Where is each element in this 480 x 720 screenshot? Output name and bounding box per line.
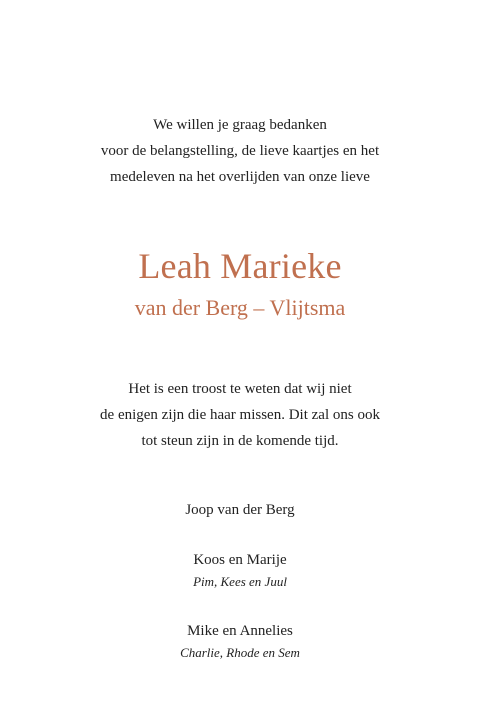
deceased-name: Leah Marieke (138, 246, 342, 286)
comfort-line: tot steun zijn in de komende tijd. (141, 433, 339, 449)
intro-line: voor de belangstelling, de lieve kaartjes en het (100, 143, 380, 159)
signature-group (0, 498, 480, 522)
signature-name: Koos en Marije (193, 552, 287, 568)
intro-line: medeleven na het overlijden van onze lieve (110, 169, 370, 185)
comfort-line: de enigen zijn die haar missen. Dit zal ons ook (100, 407, 380, 423)
intro-line: We willen je graag bedanken (153, 117, 327, 133)
signature-children: Pim, Kees en Juul (193, 574, 287, 589)
signature-name: Mike en Annelies (187, 623, 293, 639)
signature-group (0, 619, 480, 663)
comfort-line: Het is een troost te weten dat wij niet (128, 381, 352, 397)
deceased-surname: van der Berg – Vlijtsma (134, 295, 346, 320)
signature-group (0, 548, 480, 592)
intro-text (0, 112, 480, 190)
signature-name: Joop van der Berg (185, 502, 295, 518)
signatures (0, 498, 480, 683)
signature-children: Charlie, Rhode en Sem (180, 645, 300, 660)
comfort-text (0, 376, 480, 454)
